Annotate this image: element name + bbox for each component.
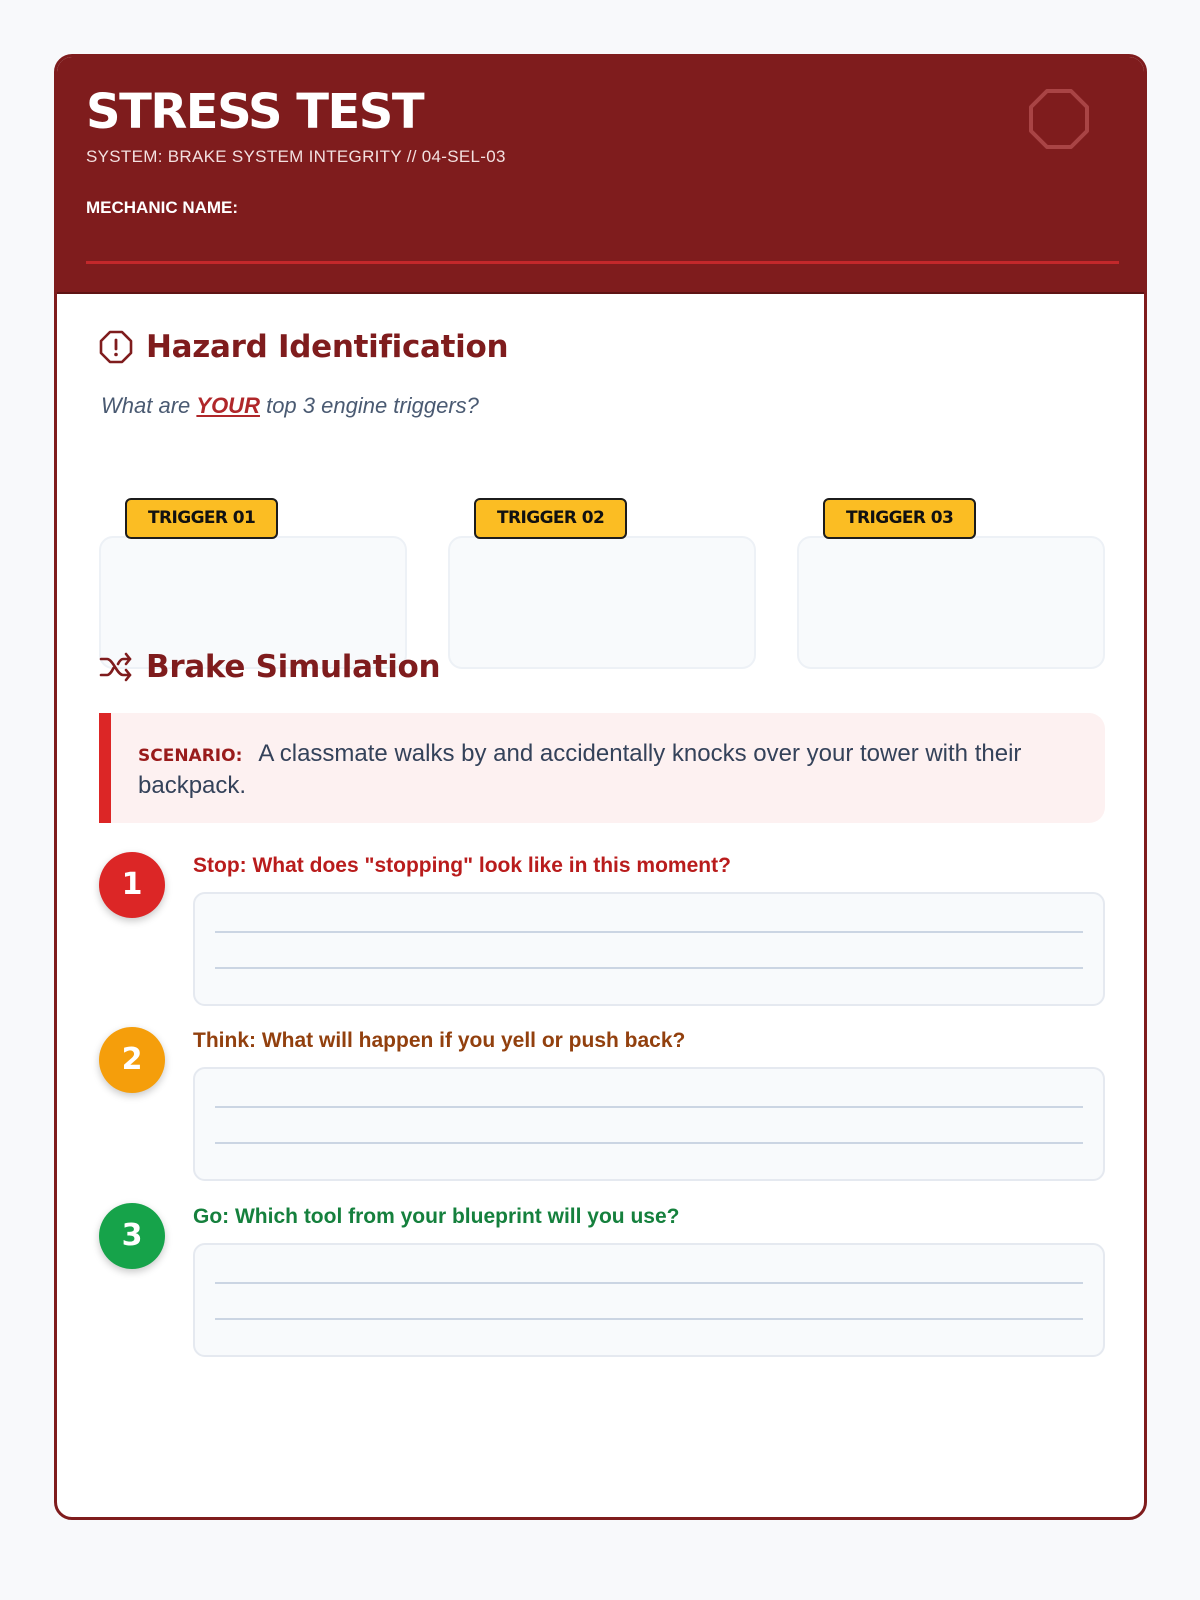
trigger-02-tag: TRIGGER 02 bbox=[474, 498, 627, 539]
writing-line bbox=[215, 931, 1083, 933]
mechanic-name-label: MECHANIC NAME: bbox=[86, 198, 239, 217]
worksheet-card bbox=[54, 54, 1147, 1520]
trigger-card bbox=[99, 482, 407, 669]
prompt-text-after: top 3 engine triggers? bbox=[266, 393, 479, 418]
step-go bbox=[99, 1203, 1105, 1363]
step-stop bbox=[99, 852, 1105, 1012]
worksheet-header bbox=[57, 57, 1144, 294]
trigger-02-input[interactable] bbox=[448, 536, 756, 669]
trigger-03-input[interactable] bbox=[797, 536, 1105, 669]
hazard-prompt bbox=[101, 393, 479, 419]
writing-line bbox=[215, 1106, 1083, 1108]
page-title: STRESS TEST bbox=[86, 84, 424, 140]
simulation-heading-text: Brake Simulation bbox=[146, 649, 441, 685]
step-number-badge: 3 bbox=[99, 1203, 165, 1269]
step-question: Stop: What does "stopping" look like in this moment? bbox=[193, 854, 731, 877]
scenario-text: A classmate walks by and accidentally knocks over your tower with their backpack. bbox=[138, 740, 1022, 799]
step-question: Go: Which tool from your blueprint will you use? bbox=[193, 1205, 680, 1228]
prompt-text-before: What are bbox=[101, 393, 191, 418]
trigger-card bbox=[448, 482, 756, 669]
step-number-badge: 1 bbox=[99, 852, 165, 918]
scenario-callout bbox=[99, 713, 1105, 823]
hazard-heading-text: Hazard Identification bbox=[146, 329, 509, 365]
shuffle-icon bbox=[99, 650, 133, 684]
trigger-01-tag: TRIGGER 01 bbox=[125, 498, 278, 539]
step-think bbox=[99, 1027, 1105, 1187]
page-subtitle: SYSTEM: BRAKE SYSTEM INTEGRITY // 04-SEL-03 bbox=[86, 147, 506, 166]
writing-line bbox=[215, 967, 1083, 969]
trigger-card bbox=[797, 482, 1105, 669]
prompt-highlight: YOUR bbox=[196, 393, 260, 418]
simulation-heading bbox=[99, 649, 440, 685]
step-2-answer-field[interactable] bbox=[193, 1067, 1105, 1181]
hazard-heading bbox=[99, 329, 508, 365]
mechanic-name-field[interactable] bbox=[86, 261, 1119, 264]
scenario-label: SCENARIO: bbox=[138, 746, 243, 766]
stop-sign-icon bbox=[1027, 87, 1091, 151]
step-number-badge: 2 bbox=[99, 1027, 165, 1093]
trigger-03-tag: TRIGGER 03 bbox=[823, 498, 976, 539]
step-3-answer-field[interactable] bbox=[193, 1243, 1105, 1357]
writing-line bbox=[215, 1282, 1083, 1284]
step-question: Think: What will happen if you yell or push back? bbox=[193, 1029, 686, 1052]
step-1-answer-field[interactable] bbox=[193, 892, 1105, 1006]
writing-line bbox=[215, 1318, 1083, 1320]
alert-octagon-icon bbox=[99, 330, 133, 364]
writing-line bbox=[215, 1142, 1083, 1144]
